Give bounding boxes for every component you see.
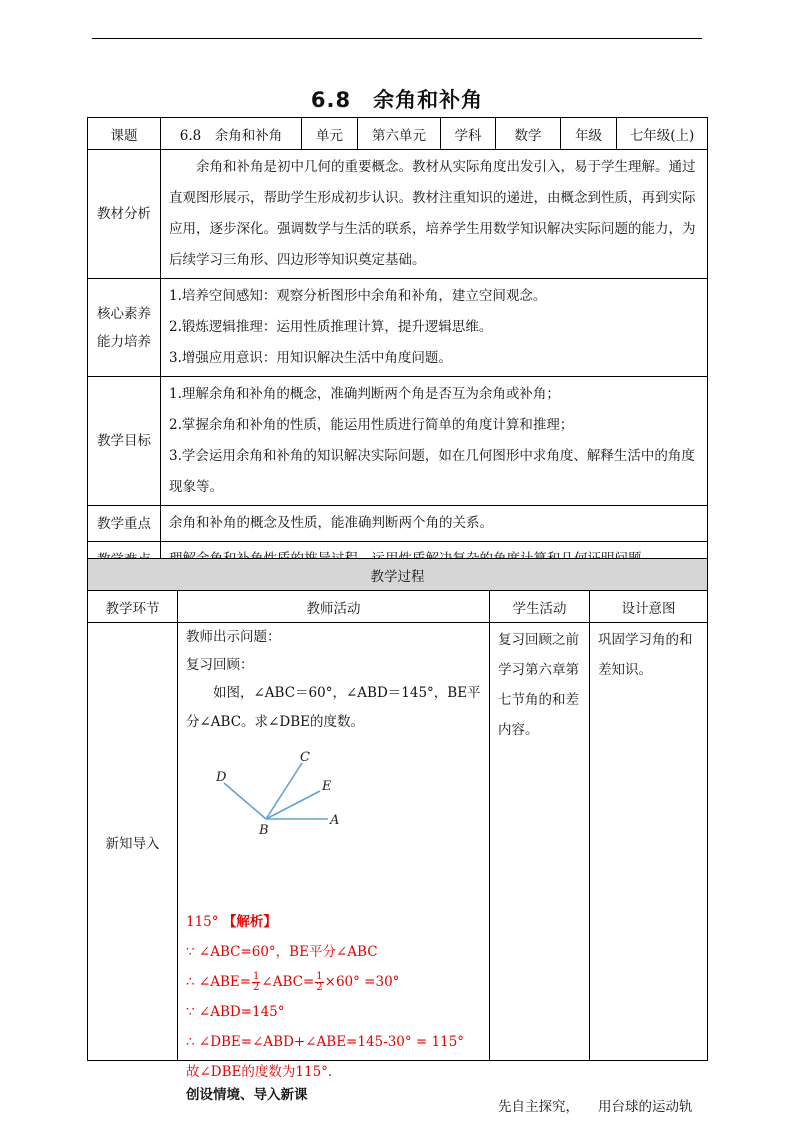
label-a: A [330,813,340,828]
goal-item: 1.理解余角和补角的概念，准确判断两个角是否互为余角或补角； [169,386,560,402]
analysis-label: 教材分析 [88,150,161,279]
label-b: B [259,823,269,838]
intent-cell [590,623,708,1115]
literacy-label-line2: 能力培养 [97,333,151,350]
process-section-title: 教学过程 [88,559,708,591]
goal-item: 3.学会运用余角和补角的知识解决实际问题，如在几何图形中求角度、解释生活中的角度现象等。 [169,448,695,495]
solution-step [186,967,464,997]
intent-text2: 用台球的运动轨 [598,1099,693,1115]
teacher-line2: 复习回顾： [186,657,254,673]
subject-label: 学科 [441,118,496,150]
analysis-tag: 【解析】 [222,914,277,930]
fraction [315,972,323,993]
student-activity-cell [490,623,590,1115]
ray-bc [266,763,302,819]
fraction [252,972,260,993]
grade-value: 七年级(上) [617,118,708,150]
intent-text1: 巩固学习角的和差知识。 [598,632,693,678]
header-stage: 教学环节 [88,591,178,623]
key-point-label: 教学重点 [88,506,161,542]
literacy-label-line1: 核心素养 [97,305,151,322]
header-student: 学生活动 [490,591,590,623]
solution-step: ∵ ∠ABC=60°，BE平分∠ABC [186,944,378,960]
step2-suffix: ×60° =30° [324,974,400,990]
literacy-item: 3.增强应用意识：用知识解决生活中角度问题。 [169,350,452,366]
unit-label: 单元 [302,118,358,150]
grade-label: 年级 [561,118,617,150]
teacher-problem: 如图，∠ABC＝60°，∠ABD＝145°，BE平分∠ABC。求∠DBE的度数。 [186,685,481,730]
literacy-item: 1.培养空间感知：观察分析图形中余角和补角，建立空间观念。 [169,288,547,304]
step2-mid: ∠ABC= [261,974,315,990]
page-title: 6.8 余角和补角 [310,88,484,112]
teacher-subheading: 创设情境、导入新课 [186,1087,308,1103]
header-teacher: 教师活动 [178,591,490,623]
fraction-num: 1 [316,971,323,982]
literacy-label [88,279,161,377]
ray-bd [224,783,266,819]
student-text1: 复习回顾之前学习第六章第七节角的和差内容。 [498,632,579,738]
lesson-info-table [87,117,708,578]
label-d: D [216,770,227,785]
analysis-text: 余角和补角是初中几何的重要概念。教材从实际角度出发引入，易于学生理解。通过直观图形展示，帮助学生形成初步认识。教材注重知识的递进，由概念到性质，再到实际应用，逐步深化。强调数学与生活的联系，培养学生用数学知识解决实际问题的能力，为后续学习三角形、四边形等知识奠定基础。 [169,159,696,268]
key-point-text: 余角和补角的概念及性质，能准确判断两个角的关系。 [161,506,708,542]
angle-figure [216,750,382,841]
process-table [87,558,708,1115]
fraction-den: 2 [316,982,323,993]
header-rule [92,38,702,39]
fraction-den: 2 [253,982,260,993]
stage-name: 新知导入 [88,623,178,1061]
literacy-item: 2.锻炼逻辑推理：运用性质推理计算，提升逻辑思维。 [169,319,493,335]
course-value: 6.8 余角和补角 [161,118,302,150]
goals-label: 教学目标 [88,377,161,506]
teacher-line1: 教师出示问题： [186,629,281,645]
goal-item: 2.掌握余角和补角的性质，能运用性质进行简单的角度计算和推理； [169,417,574,433]
label-c: C [300,750,310,765]
fraction-num: 1 [253,971,260,982]
solution-step: 故∠DBE的度数为115°. [186,1064,333,1080]
unit-value: 第六单元 [358,118,441,150]
subject-value: 数学 [496,118,561,150]
literacy-cell [161,279,708,377]
teacher-activity-cell [178,623,490,1103]
solution-step: ∴ ∠DBE=∠ABD+∠ABE=145-30° = 115° [186,1034,465,1050]
solution-step: ∵ ∠ABD=145° [186,1004,285,1020]
analysis-cell [161,150,708,279]
goals-cell [161,377,708,506]
solution-block [186,907,464,1087]
answer-value: 115° [186,914,219,930]
student-text2: 先自主探究， [498,1099,579,1115]
step2-prefix: ∴ ∠ABE= [186,974,252,990]
header-intent: 设计意图 [590,591,708,623]
answer-line [186,907,464,937]
course-label: 课题 [88,118,161,150]
label-e: E [322,779,332,794]
